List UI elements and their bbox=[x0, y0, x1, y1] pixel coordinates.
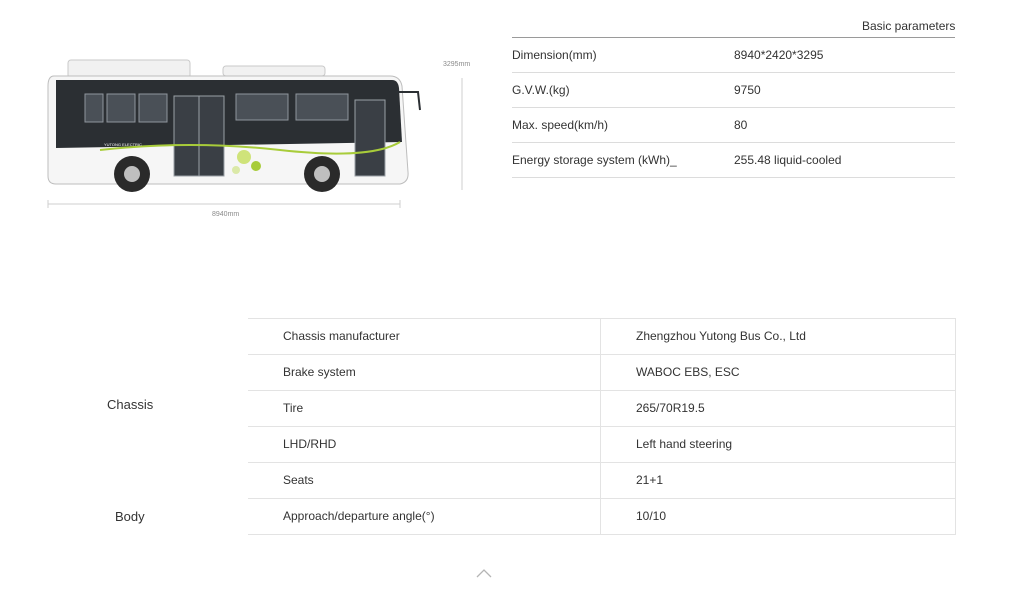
height-dimension-label: 3295mm bbox=[443, 61, 471, 68]
table-row bbox=[248, 391, 955, 427]
parameter-row bbox=[512, 38, 955, 73]
spec-key: Tire bbox=[248, 391, 601, 426]
parameter-key: G.V.W.(kg) bbox=[512, 83, 570, 97]
spec-key: LHD/RHD bbox=[248, 427, 601, 462]
length-dimension-label: 8940mm bbox=[212, 211, 240, 218]
spec-key: Seats bbox=[248, 463, 601, 498]
basic-parameters-list bbox=[512, 38, 955, 178]
spec-key: Chassis manufacturer bbox=[248, 319, 601, 354]
chevron-up-icon bbox=[475, 567, 493, 579]
parameter-key: Max. speed(km/h) bbox=[512, 118, 609, 132]
group-label-chassis: Chassis bbox=[107, 397, 154, 412]
parameter-key: Dimension(mm) bbox=[512, 48, 597, 62]
spec-value: 21+1 bbox=[636, 473, 664, 487]
table-row bbox=[248, 499, 955, 535]
parameter-row bbox=[512, 108, 955, 143]
spec-value: 265/70R19.5 bbox=[636, 401, 705, 415]
bus-side-view bbox=[40, 52, 480, 227]
table-row bbox=[248, 319, 955, 355]
parameter-key: Energy storage system (kWh)_ bbox=[512, 153, 677, 167]
table-row bbox=[248, 427, 955, 463]
back-to-top-button[interactable] bbox=[475, 566, 493, 578]
parameter-value: 9750 bbox=[734, 83, 761, 97]
parameter-value: 80 bbox=[734, 118, 748, 132]
table-row bbox=[248, 355, 955, 391]
parameter-value: 255.48 liquid-cooled bbox=[734, 153, 842, 167]
spec-key: Brake system bbox=[248, 355, 601, 390]
parameter-row bbox=[512, 73, 955, 108]
spec-key: Approach/departure angle(°) bbox=[248, 499, 601, 534]
basic-parameters-title: Basic parameters bbox=[862, 19, 956, 33]
parameter-row bbox=[512, 143, 955, 178]
spec-table bbox=[248, 318, 956, 535]
spec-value: WABOC EBS, ESC bbox=[636, 365, 740, 379]
group-label-body: Body bbox=[115, 509, 145, 524]
parameter-value: 8940*2420*3295 bbox=[734, 48, 824, 62]
bus-illustration bbox=[40, 52, 480, 227]
bus-brand-text: YUTONG ELECTRIC bbox=[104, 142, 142, 147]
spec-value: 10/10 bbox=[636, 509, 667, 523]
spec-value: Left hand steering bbox=[636, 437, 733, 451]
spec-value: Zhengzhou Yutong Bus Co., Ltd bbox=[636, 329, 806, 343]
table-row bbox=[248, 463, 955, 499]
